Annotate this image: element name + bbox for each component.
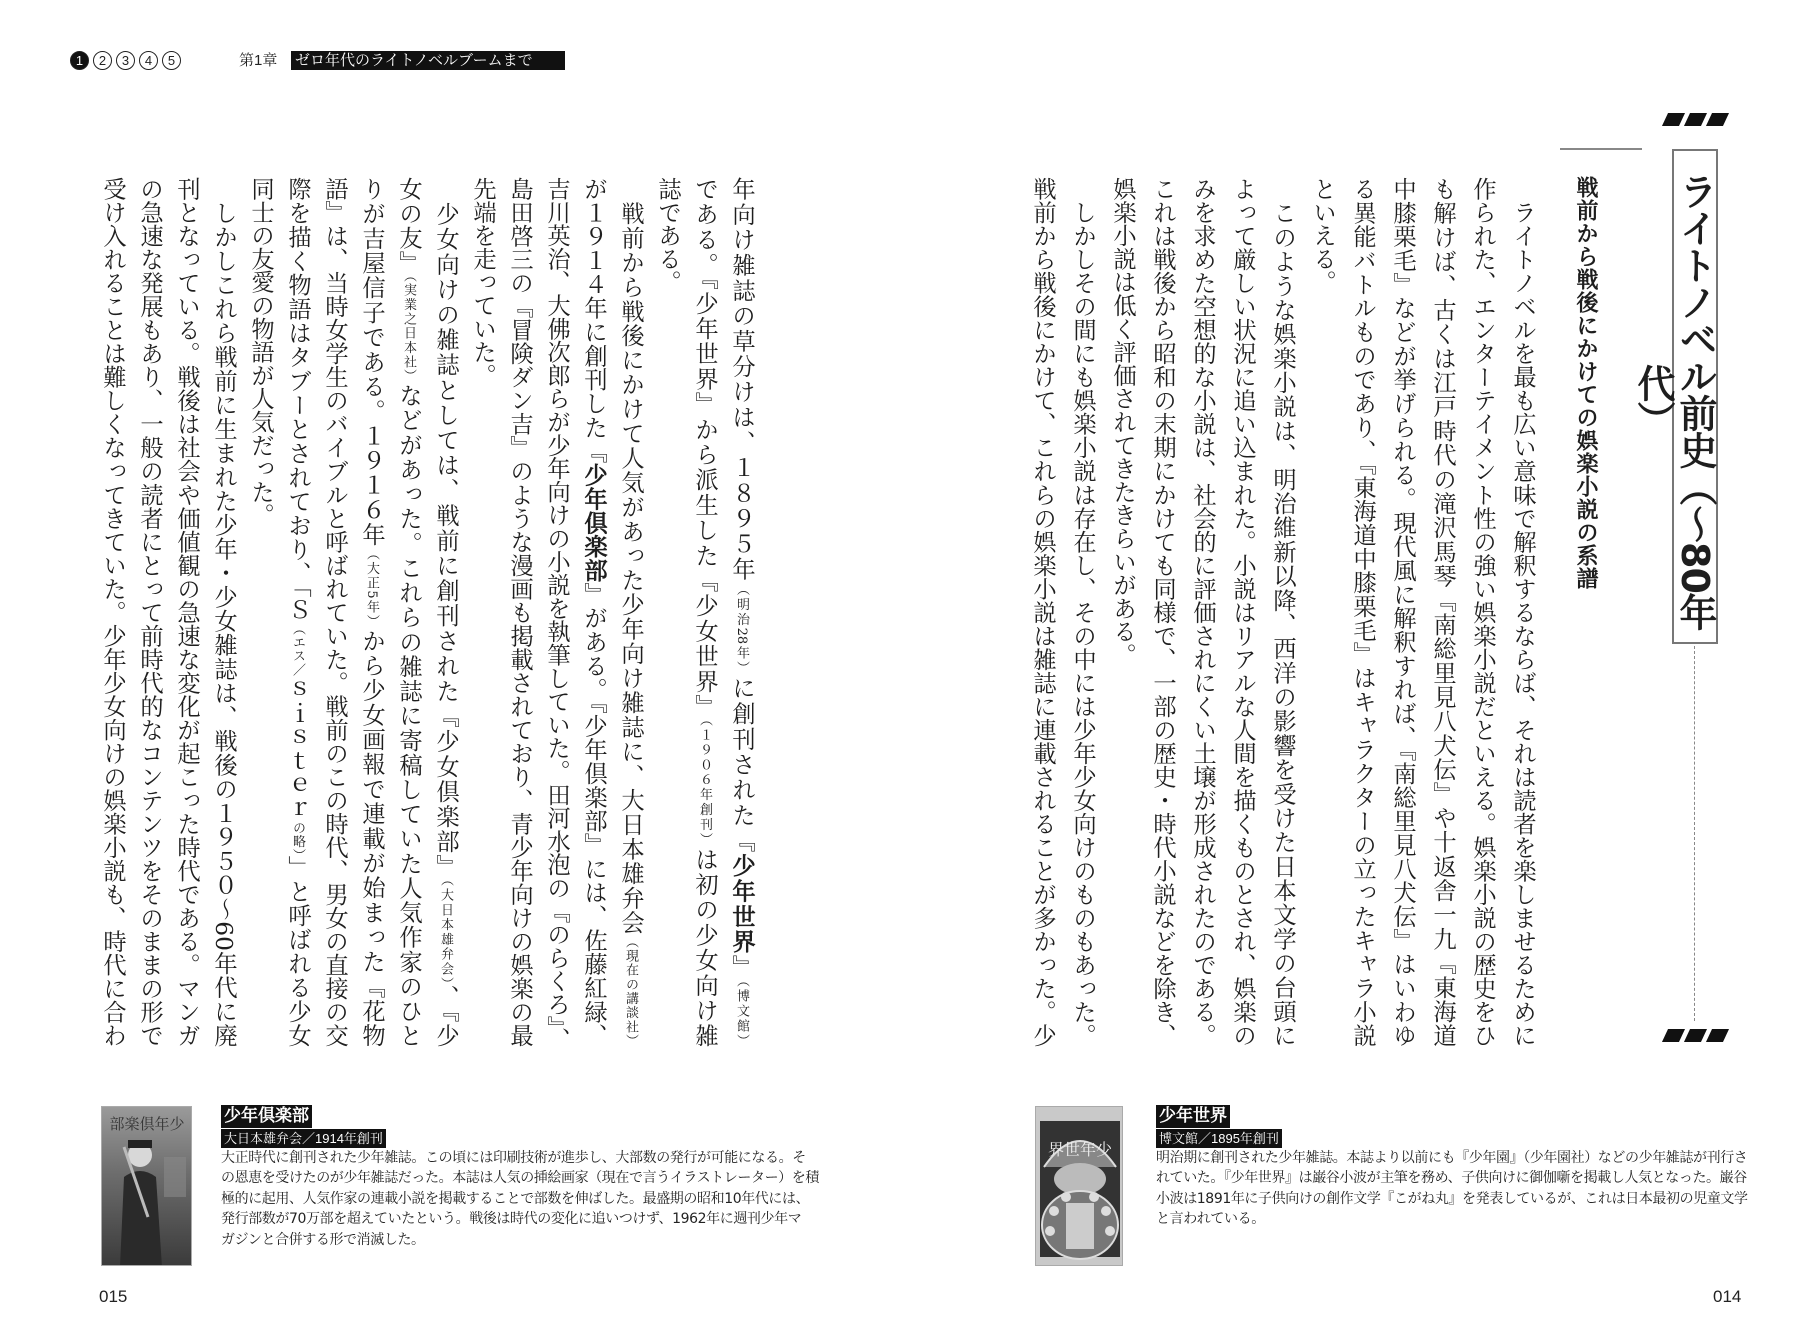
text-column bbox=[1502, 177, 1542, 1047]
annotation-text: （大日本雄弁会） bbox=[438, 879, 453, 986]
annotation-text: （１９０６年創刊） bbox=[697, 719, 712, 848]
text-run: 先端を走っていた。 bbox=[469, 177, 496, 387]
text-column bbox=[1222, 177, 1262, 1047]
text-column bbox=[464, 177, 501, 1047]
text-column bbox=[501, 177, 538, 1047]
text-run: に創刊された『 bbox=[728, 676, 755, 854]
annotation-text: （博文館） bbox=[734, 980, 749, 1048]
caption-line: 小波は1891年に子供向けの創作文学『こがね丸』を発表しているが、これは日本最初の児童文学 bbox=[1156, 1190, 1748, 1207]
shonen-sekai-cover-image bbox=[1035, 1106, 1123, 1266]
annotation-text: （エス／ bbox=[290, 621, 305, 677]
text-column bbox=[316, 177, 353, 1047]
text-run: 同士の友愛の物語が人気だった。 bbox=[247, 177, 274, 527]
caption-title: 少年倶楽部 bbox=[221, 1105, 312, 1128]
left-page-body-text bbox=[94, 177, 760, 1051]
text-run: ｓｉｓｔｅｒ bbox=[284, 676, 311, 821]
text-run: も解けば、古くは江戸時代の滝沢馬琴『南総里見八犬伝』や十返舎一九『東海道 bbox=[1429, 177, 1456, 1047]
text-run: このような娯楽小説は、明治維新以降、西洋の影響を受けた日本文学の台頭に bbox=[1269, 177, 1296, 1047]
section-subtitle: 戦前から戦後にかけての娯楽小説の系譜 bbox=[1573, 176, 1598, 590]
text-run: 受け入れることは難しくなってきていた。少年少女向けの娯楽小説も、時代に合わ bbox=[99, 177, 126, 1047]
caption-subtitle: 博文館／1895年創刊 bbox=[1156, 1129, 1282, 1148]
text-column bbox=[1422, 177, 1462, 1047]
text-column bbox=[279, 177, 316, 1047]
text-run: 戦前から戦後にかけて、これらの娯楽小説は雑誌に連載されることが多かった。少 bbox=[1029, 177, 1056, 1047]
text-run: 中膝栗毛』などが挙げられる。現代風に解釈すれば、『南総里見八犬伝』はいわゆ bbox=[1389, 177, 1416, 1047]
shonen-club-caption bbox=[221, 1105, 819, 1250]
chapter-badges bbox=[70, 51, 181, 70]
text-column bbox=[131, 177, 168, 1047]
text-column bbox=[575, 177, 612, 1047]
text-column bbox=[723, 177, 760, 1047]
text-run: 年向け雑誌の草分けは、１８９５年 bbox=[728, 177, 755, 583]
shonen-sekai-caption bbox=[1156, 1105, 1748, 1230]
chapter-badge-5: 5 bbox=[162, 51, 181, 70]
chapter-title: ゼロ年代のライトノベルブームまで bbox=[291, 51, 565, 70]
caption-line: の恩恵を受けたのが少年雑誌だった。本誌は人気の挿絵画家（現在で言うイラストレーター）を積 bbox=[221, 1170, 819, 1187]
text-run: ライトノベルを最も広い意味で解釈するならば、それは読者を楽しませるために bbox=[1509, 177, 1536, 1047]
text-run: 誌である。 bbox=[654, 177, 681, 294]
text-column bbox=[538, 177, 575, 1051]
annotation-text: （大正5年） bbox=[364, 547, 379, 629]
annotation-text: （実業之日本社） bbox=[401, 275, 416, 384]
text-run: よって厳しい状況に追い込まれた。小説はリアルな人間を描くものとされ、娯楽の bbox=[1229, 177, 1256, 1047]
text-run: 女の友』 bbox=[395, 177, 422, 276]
text-column bbox=[612, 177, 649, 1047]
text-run: 島田啓三の『冒険ダン吉』のような漫画も掲載されており、青少年向けの娯楽の最 bbox=[506, 177, 533, 1047]
text-run: 吉川英治、大佛次郎らが少年向けの小説を執筆していた。田河水泡の『のらくろ』、 bbox=[543, 177, 570, 1051]
caption-body bbox=[221, 1148, 819, 1250]
text-run: 娯楽小説は低く評価されてきたきらいがある。 bbox=[1109, 177, 1136, 667]
text-run: 」と呼ばれる少女 bbox=[284, 855, 311, 1048]
text-column bbox=[1462, 177, 1502, 1047]
caption-line: 大正時代に創刊された少年雑誌。この頃には印刷技術が進歩し、大部数の発行が可能になる。そ bbox=[221, 1150, 806, 1166]
svg-text:部楽倶年少: 部楽倶年少 bbox=[109, 1115, 185, 1133]
text-column bbox=[686, 177, 723, 1047]
chapter-badge-3: 3 bbox=[116, 51, 135, 70]
caption-line: 発行部数が70万部を超えていたという。戦後は時代の変化に追いつけず、1962年に週刊少年マ bbox=[221, 1211, 802, 1228]
caption-body bbox=[1156, 1148, 1748, 1230]
text-run: から少女画報で連載が始まった『花物 bbox=[358, 628, 385, 1047]
text-run: しかしこれら戦前に生まれた少年・少女雑誌は、戦後の１９５０～60年代に廃 bbox=[210, 177, 237, 1047]
text-run: といえる。 bbox=[1309, 177, 1336, 294]
annotation-text: （現在の講談社） bbox=[623, 934, 638, 1048]
emphasis-text: 少年倶楽部 bbox=[580, 463, 607, 583]
caption-subtitle: 大日本雄弁会／1914年創刊 bbox=[221, 1129, 386, 1148]
magazine-cover-illustration-icon bbox=[1036, 1107, 1123, 1266]
text-run: これは戦後から昭和の末期にかけても同様で、一部の歴史・時代小説などを除き、 bbox=[1149, 177, 1176, 1047]
text-column bbox=[649, 177, 686, 1047]
text-run: 作られた、エンターテイメント性の強い娯楽小説だといえる。娯楽小説の歴史をひ bbox=[1469, 177, 1496, 1047]
text-run: 』 bbox=[728, 955, 755, 981]
text-column bbox=[242, 177, 279, 1047]
caption-line: と言われている。 bbox=[1156, 1211, 1265, 1228]
svg-text:界世年少: 界世年少 bbox=[1047, 1140, 1113, 1159]
caption-line: 極的に起用、人気作家の連載小説を掲載することで部数を伸ばした。最盛期の昭和10年代には、 bbox=[221, 1190, 810, 1207]
text-column bbox=[1382, 177, 1422, 1047]
text-run: 戦前から戦後にかけて人気があった少年向け雑誌に、大日本雄弁会 bbox=[617, 177, 644, 935]
text-run: りが吉屋信子である。１９１６年 bbox=[358, 177, 385, 548]
text-run: 刊となっている。戦後は社会や価値観の急速な変化が起こった時代である。マンガ bbox=[173, 177, 200, 1047]
section-title: ライトノベル前史（～80年代） bbox=[1672, 149, 1718, 644]
emphasis-text: 少年世界 bbox=[728, 853, 755, 955]
text-run: る異能バトルものであり、『東海道中膝栗毛』はキャラクターの立ったキャラ小説 bbox=[1349, 177, 1376, 1047]
text-column bbox=[1022, 177, 1062, 1047]
text-run: 際を描く物語はタブーとされており、「Ｓ bbox=[284, 177, 311, 622]
text-run: 』がある。『少年倶楽部』には、佐藤紅緑、 bbox=[580, 582, 607, 1048]
subtitle-rule bbox=[1560, 148, 1642, 150]
text-run: などがあった。これらの雑誌に寄稿していた人気作家のひと bbox=[395, 383, 422, 1048]
text-run: は初の少女向け雑 bbox=[691, 847, 718, 1048]
chapter-badge-2: 2 bbox=[93, 51, 112, 70]
slash-decoration-top bbox=[1665, 113, 1727, 126]
text-column bbox=[1142, 177, 1182, 1047]
text-run: 少女向けの雑誌としては、戦前に創刊された『少女倶楽部』 bbox=[432, 177, 459, 880]
text-run: である。『少年世界』から派生した『少女世界』 bbox=[691, 177, 718, 720]
right-page-body-text bbox=[1022, 177, 1542, 1047]
chapter-badge-4: 4 bbox=[139, 51, 158, 70]
caption-line: ガジンと合併する形で消滅した。 bbox=[221, 1231, 425, 1248]
shonen-club-cover-image bbox=[101, 1106, 192, 1266]
title-dashed-divider bbox=[1694, 646, 1695, 1021]
text-run: 、『少 bbox=[432, 985, 459, 1048]
text-run: 語』は、当時女学生のバイブルと呼ばれていた。戦前のこの時代、男女の直接の交 bbox=[321, 177, 348, 1047]
text-column bbox=[427, 177, 464, 1047]
caption-line: 明治期に創刊された少年雑誌。本誌より以前にも『少年園』（少年園社）などの少年雑誌が刊行さ bbox=[1156, 1150, 1748, 1166]
slash-decoration-bottom bbox=[1665, 1029, 1727, 1042]
text-column bbox=[1102, 177, 1142, 1047]
text-column bbox=[353, 177, 390, 1047]
caption-title: 少年世界 bbox=[1156, 1105, 1230, 1128]
text-run: の急速な発展もあり、一般の読者にとって前時代的なコンテンツをそのままの形で bbox=[136, 177, 163, 1047]
text-run: みを求めた空想的な小説は、社会的に評価されにくい土壌が形成されたのである。 bbox=[1189, 177, 1216, 1047]
text-column bbox=[205, 177, 242, 1047]
text-run: しかしその間にも娯楽小説は存在し、その中には少年少女向けのものもあった。 bbox=[1069, 177, 1096, 1047]
chapter-badge-1: 1 bbox=[70, 51, 89, 70]
page-number-left: 015 bbox=[99, 1287, 128, 1306]
text-column bbox=[1182, 177, 1222, 1047]
text-column bbox=[1262, 177, 1302, 1047]
chapter-label: 第1章 bbox=[239, 52, 278, 69]
text-column bbox=[94, 177, 131, 1047]
text-column bbox=[390, 177, 427, 1047]
text-column bbox=[1342, 177, 1382, 1047]
text-column bbox=[1062, 177, 1102, 1047]
boy-illustration-icon bbox=[102, 1107, 192, 1266]
caption-line: れていた。『少年世界』は巌谷小波が主筆を務め、子供向けに御伽噺を掲載し人気となった。巌谷 bbox=[1156, 1170, 1747, 1187]
annotation-text: （明治28年） bbox=[734, 582, 749, 677]
text-column bbox=[168, 177, 205, 1047]
text-column bbox=[1302, 177, 1342, 1047]
annotation-text: の略） bbox=[290, 820, 305, 856]
page-number-right: 014 bbox=[1713, 1287, 1742, 1306]
text-run: が１９１４年に創刊した『 bbox=[580, 177, 607, 464]
